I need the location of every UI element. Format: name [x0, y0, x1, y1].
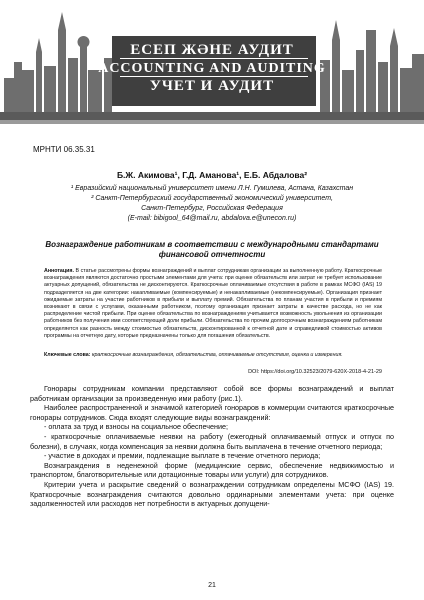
keywords-label: Ключевые слова:: [44, 352, 91, 358]
affiliation-2: ² Санкт-Петербургский государственный экономический университет,: [91, 195, 333, 202]
article-body: [30, 384, 394, 509]
article-title: [40, 240, 384, 260]
body-paragraph: Наиболее распространенной и значимой категорией гонораров в коммерции считаются краткосрочные гонорары сотрудников. Сюда входят следующие виды вознаграждений:: [30, 403, 394, 422]
mrnti-code: МРНТИ 06.35.31: [33, 145, 95, 154]
body-list-item: - оплата за труд и взносы на социальное обеспечение;: [44, 422, 228, 432]
abstract: [44, 268, 382, 340]
body-paragraph: Критерии учета и раскрытие сведений о вознаграждении сотрудникам определены МСФО (IAS) 19. Краткосрочные вознаграждения считаются довольно ординарными элементами учета: при оценке задолженностей или расходов нет потребности в актуарных допущени-: [30, 479, 394, 509]
author-emails: (E-mail: bibigool_64@mail.ru, abdalova.e@unecon.ru): [127, 215, 297, 222]
journal-title-kazakh: ЕСЕП ЖӘНЕ АУДИТ: [130, 42, 294, 58]
affiliation-1: ¹ Евразийский национальный университет имени Л.Н. Гумилева, Астана, Казахстан: [70, 185, 354, 192]
doi: DOI: https://doi.org/10.32523/2079-620X-2018-4-21-29: [248, 369, 382, 375]
journal-banner: [0, 0, 424, 133]
body-paragraph: Вознаграждения в неденежной форме (медицинские сервис, обеспечение недвижимостью и транспортом, благотворительные или дотационные товары или услуги) для сотрудников.: [30, 460, 394, 480]
authors: Б.Ж. Акимова¹, Г.Д. Аманова¹, Е.Б. Абдалова²: [116, 170, 308, 180]
article-title-line: Вознаграждение работникам в соответствии с международными стандартами: [45, 240, 379, 249]
page-number: 21: [208, 582, 216, 589]
body-list-item: - участие в доходах и премии, подлежащие выплате в течение отчетного периода;: [44, 451, 321, 461]
journal-title-russian: УЧЕТ И АУДИТ: [149, 78, 275, 94]
keywords-text: краткосрочные вознаграждения, обязательства, оплачиваемые отсутствия, оценка и измерения.: [90, 352, 343, 358]
affiliation-2-city: Санкт-Петербург, Российская Федерация: [141, 205, 283, 212]
abstract-text: В статье рассмотрены формы вознаграждений и выплат сотрудникам организации за выполненную работу. Краткосрочные вознаграждения являются достаточно простыми элементами для учета: при оценке обязательств или затрат не требует использование актуарных допущений, обязательства не дисконтируются. Краткосрочные оплачиваемые отсутствия в работе в рамках МСФО (IAS) 19 подразделяется на две категории: накапливаемые (компенсируемые) и ненакапливаемые (некомпенсируемые). Организация признает ожидаемые затраты на участие работников в прибыли и выплату премий. Обязательства по планам участия в прибыли и премиям возникают в связи с услугами, оказанными работником, поэтому организация признает затраты в качестве расхода, но не как распределение чистой прибыли. При оценке обязательства по вознаграждениям учитывается возможность увольнения из организации работников без получения ими соответствующей доли прибыли. Обязательства по прочим долгосрочным вознаграждениям работникам определяется как разность между стоимостью обязательств, дисконтированной к отчетной дате и справедливой стоимостью активов программы на отчетную дату, которые предназначены только для погашения обязательств.: [44, 268, 382, 339]
keywords: [44, 352, 382, 359]
journal-title-english: ACCOUNTING AND AUDITING: [98, 61, 326, 76]
body-list-item: - краткосрочные оплачиваемые неявки на работу (ежегодный оплачиваемый отпуск и отпуск по болезни), в случаях, когда компенсация за неявки должна быть выплачена в течение отчетного периода;: [30, 431, 394, 451]
abstract-label: Аннотация.: [44, 268, 74, 274]
body-paragraph: Гонорары сотрудникам компании представляют собой все формы вознаграждений и выплат работникам организации за произведенную ими работу (рис.1).: [30, 384, 394, 403]
article-title-line: финансовой отчетности: [158, 250, 266, 259]
